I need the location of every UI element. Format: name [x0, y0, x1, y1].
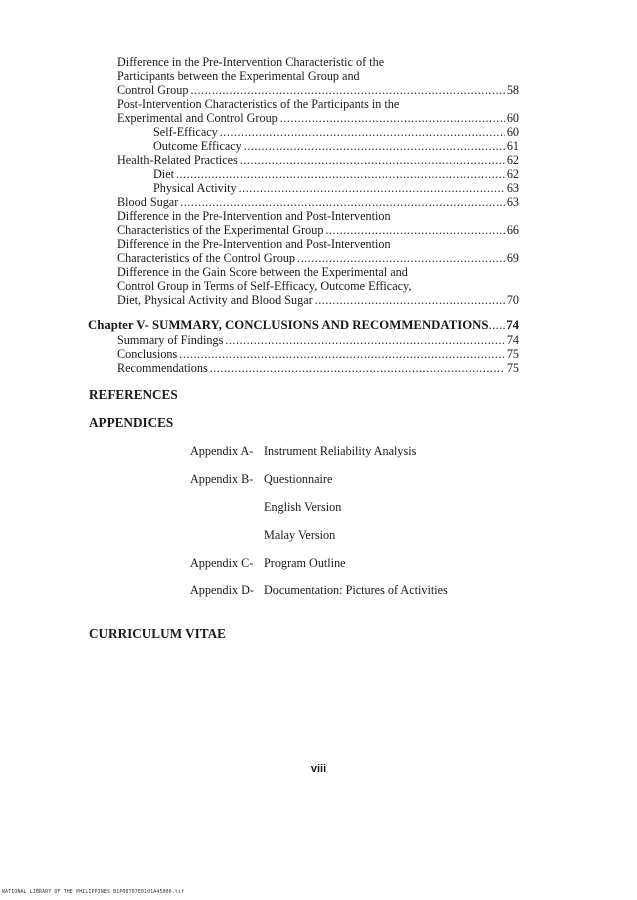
- toc-page-number: 60: [506, 111, 519, 125]
- leader-dots: [244, 139, 505, 153]
- toc-page-number: 75: [506, 347, 519, 361]
- appendix-a-title[interactable]: Instrument Reliability Analysis: [264, 444, 417, 458]
- appendix-c-label: Appendix C-: [190, 556, 254, 570]
- leader-dots: [190, 83, 504, 97]
- leader-dots: [176, 167, 505, 181]
- toc-entry[interactable]: [117, 347, 519, 361]
- page-number: viii: [310, 763, 327, 775]
- leader-dots: [210, 361, 505, 375]
- toc-entry[interactable]: [153, 125, 519, 139]
- toc-page-number: 58: [506, 83, 519, 97]
- leader-dots: [180, 195, 505, 209]
- toc-page-number: 63: [506, 181, 519, 195]
- toc-entry[interactable]: [117, 153, 519, 167]
- toc-entry[interactable]: [153, 167, 519, 181]
- toc-entry-label: Physical Activity: [153, 181, 237, 195]
- appendix-d-title[interactable]: Documentation: Pictures of Activities: [264, 583, 448, 597]
- toc-page-number: 60: [506, 125, 519, 139]
- toc-page-number: 62: [506, 153, 519, 167]
- toc-entry-label: Health-Related Practices: [117, 153, 238, 167]
- chapter-title: Chapter V- SUMMARY, CONCLUSIONS AND RECOMMENDATIONS: [88, 318, 489, 332]
- leader-dots: [239, 181, 505, 195]
- leader-dots: [220, 125, 505, 139]
- toc-entry-label: Diet: [153, 167, 174, 181]
- appendix-b-label: Appendix B-: [190, 472, 254, 486]
- toc-entry-label: Control Group: [117, 83, 189, 97]
- toc-entry[interactable]: [117, 333, 519, 347]
- leader-dots: [225, 333, 505, 347]
- curriculum-vitae-heading[interactable]: CURRICULUM VITAE: [89, 626, 226, 641]
- appendix-b-english-version[interactable]: English Version: [264, 500, 342, 514]
- toc-page-number: 63: [506, 195, 519, 209]
- leader-dots: [297, 251, 505, 265]
- leader-dots: [325, 223, 504, 237]
- toc-entry[interactable]: [117, 83, 519, 97]
- toc-entry-label: Characteristics of the Experimental Group: [117, 223, 324, 237]
- toc-entry-label: Characteristics of the Control Group: [117, 251, 296, 265]
- toc-entry-label: Experimental and Control Group: [117, 111, 278, 125]
- toc-entry-label: Summary of Findings: [117, 333, 224, 347]
- toc-text-line: Participants between the Experimental Group and: [117, 69, 360, 83]
- toc-page-number: 62: [506, 167, 519, 181]
- appendix-c-title[interactable]: Program Outline: [264, 556, 346, 570]
- toc-page-number: 70: [506, 293, 519, 307]
- toc-text-line: Difference in the Gain Score between the Experimental and: [117, 265, 408, 279]
- toc-entry[interactable]: [117, 111, 519, 125]
- appendix-b-malay-version[interactable]: Malay Version: [264, 528, 336, 542]
- leader-dots: [489, 318, 507, 333]
- toc-entry[interactable]: [153, 139, 519, 153]
- toc-entry-label: Outcome Efficacy: [153, 139, 242, 153]
- appendices-heading[interactable]: APPENDICES: [89, 415, 174, 430]
- toc-page-number: 69: [506, 251, 519, 265]
- leader-dots: [315, 293, 505, 307]
- toc-page-number: 61: [506, 139, 519, 153]
- toc-page-number: 74: [506, 333, 519, 347]
- toc-entry-label: Blood Sugar: [117, 195, 179, 209]
- toc-entry-label: Diet, Physical Activity and Blood Sugar: [117, 293, 313, 307]
- toc-entry[interactable]: [117, 195, 519, 209]
- toc-text-line: Post-Intervention Characteristics of the Participants in the: [117, 97, 400, 111]
- toc-page-number: 66: [506, 223, 519, 237]
- toc-text-line: Difference in the Pre-Intervention and Post-Intervention: [117, 237, 391, 251]
- toc-page-number: 75: [506, 361, 519, 375]
- toc-entry-label: Self-Efficacy: [153, 125, 218, 139]
- leader-dots: [179, 347, 505, 361]
- toc-entry[interactable]: [117, 293, 519, 307]
- appendix-b-title[interactable]: Questionnaire: [264, 472, 333, 486]
- toc-entry[interactable]: [117, 223, 519, 237]
- toc-entry[interactable]: [117, 251, 519, 265]
- chapter-page-number: 74: [506, 318, 519, 332]
- appendix-a-label: Appendix A-: [190, 444, 254, 458]
- toc-entry-label: Conclusions: [117, 347, 178, 361]
- leader-dots: [280, 111, 505, 125]
- toc-text-line: Difference in the Pre-Intervention Characteristic of the: [117, 55, 385, 69]
- references-heading[interactable]: REFERENCES: [89, 387, 178, 402]
- chapter-heading[interactable]: [88, 318, 519, 333]
- toc-entry-label: Recommendations: [117, 361, 208, 375]
- toc-text-line: Control Group in Terms of Self-Efficacy, Outcome Efficacy,: [117, 279, 412, 293]
- leader-dots: [240, 153, 505, 167]
- toc-entry[interactable]: [117, 361, 519, 375]
- appendix-d-label: Appendix D-: [190, 583, 254, 597]
- toc-entry[interactable]: [153, 181, 519, 195]
- scan-source-note: NATIONAL LIBRARY OF THE PHILIPPINES B1P00T07E0101A45006.tif: [2, 890, 185, 895]
- toc-text-line: Difference in the Pre-Intervention and Post-Intervention: [117, 209, 391, 223]
